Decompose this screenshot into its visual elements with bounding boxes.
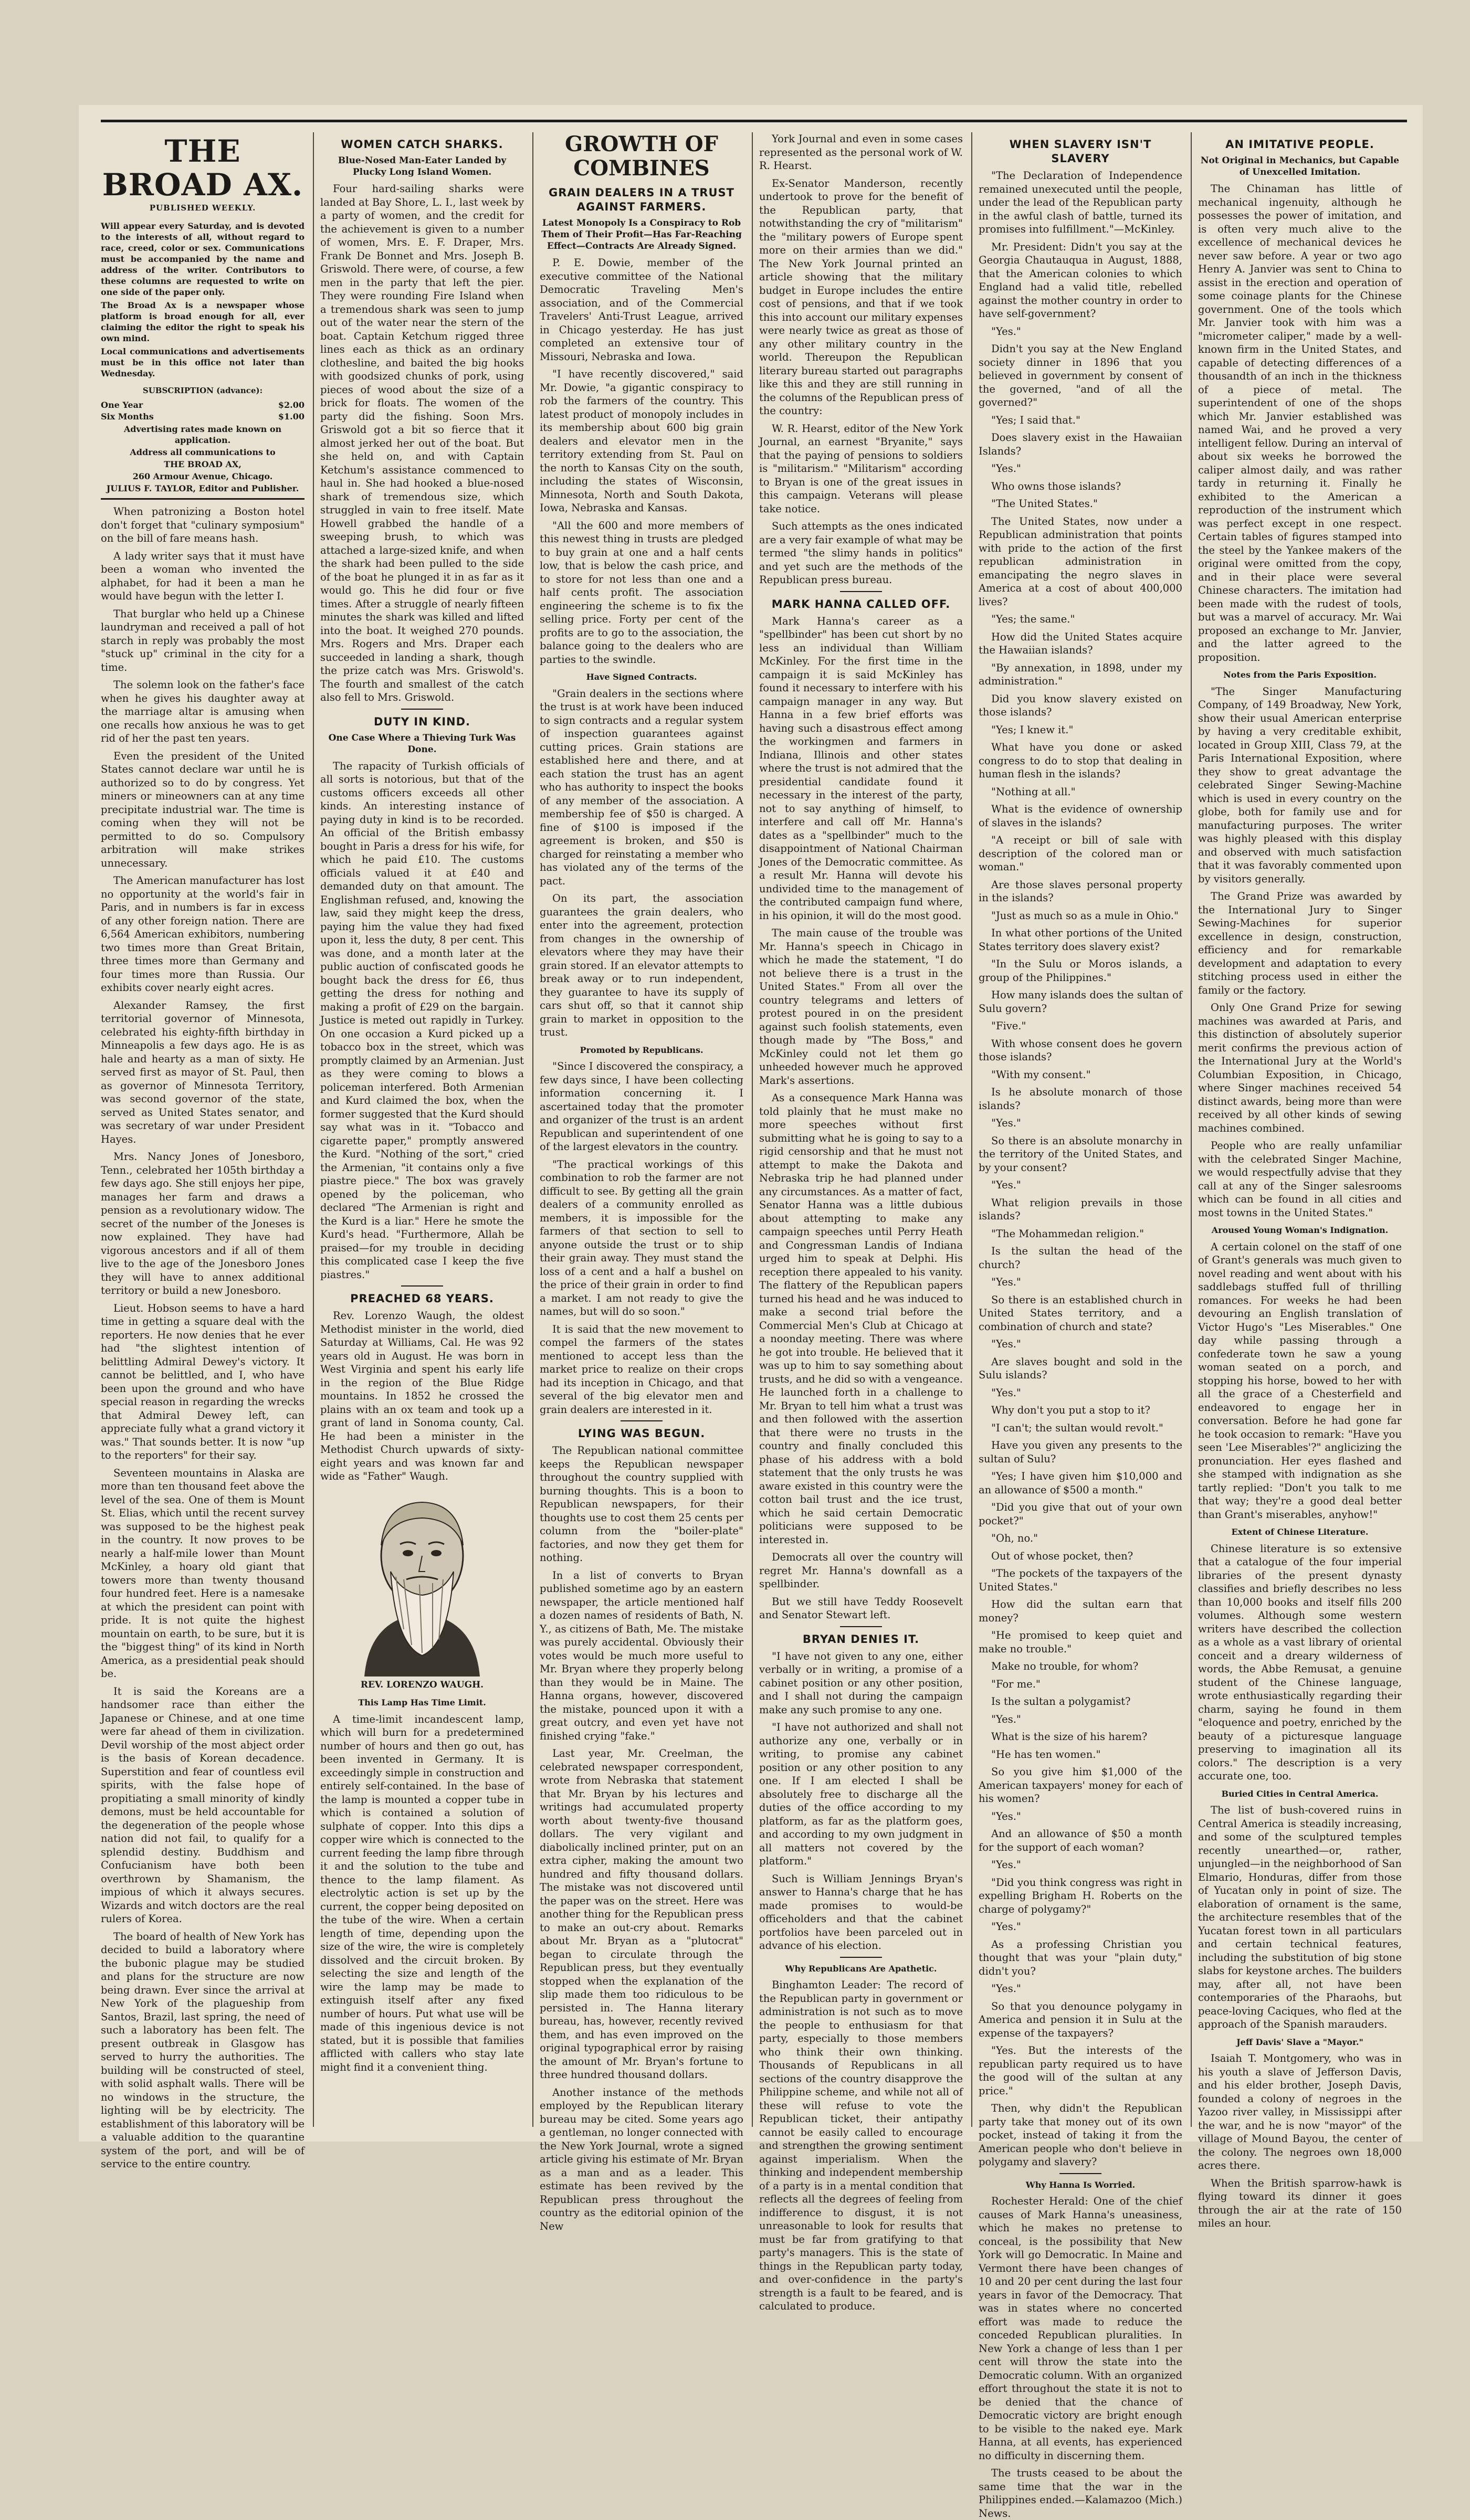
paragraph: How did the sultan earn that money?	[979, 1598, 1182, 1624]
paragraph: That burglar who held up a Chinese laundryman and received a pall of hot starch in reply was probably the most "stuck up" criminal in the city for a time.	[101, 607, 304, 673]
column-1	[101, 132, 304, 2170]
paragraph: "I have not authorized and shall not authorize any one, verbally or in writing, to promise any cabinet position or any other position to any one. If I am elected I shall be absolutely free to discharge all the duties of the office according to my platform, as far as the platform goes, and according to my own judgment in all matters not covered by the platform."	[759, 1721, 963, 1867]
paragraph: "I have recently discovered," said Mr. Dowie, "a gigantic conspiracy to rob the farmers of the country. This latest product of monopoly includes in its membership about 600 big grain dealers and elevator men in the territory extending from St. Paul on the north to Kansas City on the south, including the states of Wisconsin, Minnesota, North and South Dakota, Iowa, Nebraska and Kansas.	[540, 368, 743, 514]
paragraph: "He promised to keep quiet and make no trouble."	[979, 1629, 1182, 1655]
paragraph: As a consequence Mark Hanna was told plainly that he must make no more speeches without first submitting what he is going to say to a rigid censorship and that he must not attempt to make the Dakota and Nebraska trip he had planned under any circumstances. As a matter of fact, Senator Hanna was a little dubious about attempting to make any campaign speeches until Perry Heath and Congressman Landis of Indiana urged him to speak at Delphi. His reception there appealed to his vanity. The flattery of the Republican papers turned his head and he was induced to make a second trial before the Commercial Men's Club at Chicago at a noonday meeting. There was where he got into trouble. He believed that it was up to him to say something about trusts, and he did so with a vengeance. He launched forth in a challenge to Mr. Bryan to tell him what a trust was and then followed with the assertion that there were no trusts in the country and finally concluded this phase of his address with a bold statement that the only trusts he was aware existed in this country were the cotton bail trust and the ice trust, which he said certain Democratic politicians were supposed to be interested in.	[759, 1092, 963, 1546]
paragraph: P. E. Dowie, member of the executive committee of the National Democratic Traveling Men's association, and of the Commercial Travelers' Anti-Trust League, arrived in Chicago yesterday. He has just completed an extensive tour of Missouri, Nebraska and Iowa.	[540, 257, 743, 363]
paper-name: THE BROAD AX,	[164, 459, 242, 469]
paragraph: "The Declaration of Independence remained unexecuted until the people, under the lead of the Republican party in the awful clash of battle, turned its promises into fulfillment."—McKinley.	[979, 170, 1182, 235]
subheadline: Blue-Nosed Man-Eater Landed by Plucky Long Island Women.	[338, 155, 507, 177]
column-rule	[532, 132, 533, 2127]
article-body	[1198, 1240, 1402, 1522]
paragraph: With whose consent does he govern those islands?	[979, 1037, 1182, 1063]
masthead-title: THE BROAD AX.	[102, 133, 303, 203]
paragraph: "The United States."	[991, 498, 1098, 510]
paragraph: In what other portions of the United States territory does slavery exist?	[979, 927, 1182, 953]
paragraph: Is he absolute monarch of those islands?	[979, 1086, 1182, 1112]
paragraph: So there is an absolute monarchy in the territory of the United States, and by your consent?	[979, 1134, 1182, 1174]
paragraph: "I have not given to any one, either verbally or in writing, a promise of a cabinet position or any other position, and I shall not during the campaign make any such promise to any one.	[759, 1650, 963, 1716]
paragraph: On its part, the association guarantees the grain dealers, who enter into the agreement, protection from changes in the ownership of elevators where they may have their grain stored. If an elevator attempts to break away or to run independent, they guarantee to have its supply of cars shut off, so that it cannot ship grain to market in opposition to the trust.	[540, 892, 743, 1038]
paragraph: What religion prevails in those islands?	[979, 1196, 1182, 1222]
headline: Buried Cities in Central America.	[1221, 1788, 1379, 1799]
paragraph: Seventeen mountains in Alaska are more than ten thousand feet above the level of the sea. One of them is Mount St. Elias, which until the recent survey was supposed to be the highest peak in the country. It now proves to be nearly a half-mile lower than Mount McKinley, a hoary old giant that towers more than twenty thousand four hundred feet. Here is a namesake at which the president can point with pride. It is not quite the highest mountain on earth, to be sure, but it is the "biggest thing" of its kind in North America, as a presidential peak should be.	[101, 1467, 304, 1680]
paragraph: Ex-Senator Manderson, recently undertook to prove for the benefit of the Republican party, that notwithstanding the cry of "militarism" the "military powers of Europe spent more on their armies than we did." The New York Journal printed an article showing that the military budget in Europe includes the entire cost of pensions, and that if we took this into account our military expenses were nearly twice as great as those of any other military country in the world. Thereupon the Republican literary bureau started out paragraphs like this and they are still running in the columns of the Republican press of the country:	[759, 177, 963, 417]
headline: Notes from the Paris Exposition.	[1223, 670, 1377, 680]
article-rule	[621, 1420, 663, 1421]
column-rule	[971, 132, 972, 2127]
paragraph: "With my consent."	[991, 1068, 1091, 1081]
paragraph: Isaiah T. Montgomery, who was in his youth a slave of Jefferson Davis, and his elder brother, Joseph Davis, founded a colony of negroes in the Yazoo river valley, in Mississippi after the war, and he is now "mayor" of the village of Mound Bayou, the center of the colony. The negroes own 18,000 acres there.	[1198, 2052, 1402, 2171]
article-rule	[840, 1626, 882, 1627]
subscription-title: SUBSCRIPTION (advance):	[142, 385, 263, 395]
paragraph: The rapacity of Turkish officials of all sorts is notorious, but that of the customs officers exceeds all other kinds. An interesting instance of paying duty in kind is to be recorded. An official of the British embassy bought in Paris a dress for his wife, for which he paid £10. The customs officials valued it at £40 and demanded duty on that amount. The Englishman refused, and, knowing the law, said they might keep the dress, paying him the value they had fixed upon it, less the duty, 8 per cent. This was done, and a month later at the public auction of confiscated goods he bought back the dress for £6, thus getting the dress for nothing and making a profit of £29 on the bargain. Justice is meted out rapidly in Turkey. On one occasion a Kurd picked up a tobacco box in the street, which was promptly claimed by an Armenian. Just as they were coming to blows a policeman interfered. Both Armenian and Kurd claimed the box, when the former suggested that the Kurd should say what was in it. "Tobacco and cigarette paper," promptly answered the Kurd. "Nothing of the sort," cried the Armenian, "it contains only a five piastre piece." The box was gravely opened by the policeman, who declared "The Armenian is right and the Kurd is a liar." Here he smote the Kurd's head. "Furthermore, Allah be praised—for my trouble in deciding this complicated case I keep the five piastres."	[320, 760, 524, 1281]
paragraph: Last year, Mr. Creelman, the celebrated newspaper correspondent, wrote from Nebraska that statement that Mr. Bryan by his lectures and writings had accumulated property worth about twenty-five thousand dollars. The very vigilant and diabolically inclined printer, put on an extra cipher, making the amount two hundred and fifty thousand dollars. The mistake was not discovered until the paper was on the street. Here was another thing for the Republican press to make an out-cry about. Remarks about Mr. Bryan as a "plutocrat" began to circulate through the Republican press, but they eventually stopped when the explanation of the slip made them too ridiculous to be persisted in. The Hanna literary bureau, has, however, recently revived them, and has even improved on the original typographical error by raising the amount of Mr. Bryan's fortune to three hundred thousand dollars.	[540, 1747, 743, 2081]
paragraph: "Yes."	[991, 1983, 1021, 1995]
article-body	[320, 760, 524, 1282]
portrait-engraving-icon	[354, 1488, 490, 1677]
subscription-label: Six Months	[101, 412, 154, 421]
column-5	[979, 132, 1182, 2519]
article-rule	[401, 709, 443, 710]
advertising-note: Advertising rates made known on application.	[123, 424, 282, 445]
headline: DUTY IN KIND.	[373, 715, 471, 728]
paragraph: Chinese literature is so extensive that a catalogue of the four imperial libraries of the present dynasty classifies and briefly describes no less than 10,000 books and itself fills 200 volumes. Although some western writers have described the collection as a whole as a vast library of oriental conceit and a dreary wilderness of words, the Abbe Remusat, a genuine student of the Chinese language, wrote enthusiastically regarding their charm, saying he found in them "eloquence and poetry, enriched by the beauty of a picturesque language preserving to imagination all its colors." The description is a very accurate one, too.	[1198, 1542, 1402, 1782]
paragraph: Didn't you say at the New England society dinner in 1896 that you believed in government by consent of the governed, "and of all the governed?"	[979, 343, 1182, 408]
subheadline: Not Original in Mechanics, but Capable of Unexcelled Imitation.	[1200, 155, 1400, 177]
paragraph: The Grand Prize was awarded by the International Jury to Singer Sewing-Machines for superior excellence in design, construction, efficiency and for remarkable development and adaptation to every stitching process used in either the family or the factory.	[1198, 890, 1402, 996]
paragraph: "The pockets of the taxpayers of the United States."	[979, 1567, 1182, 1593]
paragraph: "Oh, no."	[991, 1532, 1038, 1544]
article-body	[320, 1713, 524, 2074]
headline: Extent of Chinese Literature.	[1231, 1527, 1369, 1537]
paragraph: A time-limit incandescent lamp, which will burn for a predetermined number of hours and then go out, has been invented in Germany. It is exceedingly simple in construction and entirely self-contained. In the base of the lamp is mounted a copper tube in which is contained a solution of sulphate of copper. Into this dips a copper wire which is connected to the current feeding the lamp fibre through it and the solution to the tube and thence to the lamp filament. As electrolytic action is set up by the current, the copper being deposited on the tube of the wire. When a certain length of time, depending upon the size of the wire, the wire is completely dissolved and the circuit broken. By selecting the size and length of the wire the lamp may be made to extinguish itself after any fixed number of hours. Put what use will be made of this ingenious device is not stated, but it is possible that families afflicted with callers who stay late might find it a convenient thing.	[320, 1713, 524, 2073]
paragraph: Mark Hanna's career as a "spellbinder" has been cut short by no less an individual than William McKinley. For the first time in the campaign it is said McKinley has found it necessary to interfere with his campaign manager in any way. But Hanna in a few brief efforts was having such a disastrous effect among the workingmen and farmers in Indiana, Illinois and other states where the trust is not admired that the presidential candidate found it necessary in the interest of the party, not to say anything of himself, to interfere and call off Mr. Hanna's dates as a "spellbinder" much to the disappointment of National Chairman Jones of the Democratic committee. As a result Mr. Hanna will devote his undivided time to the management of the contributed campaign fund where, in his opinion, it will do the most good.	[759, 615, 963, 922]
paragraph: "Yes."	[991, 325, 1021, 338]
paragraph: Make no trouble, for whom?	[991, 1660, 1139, 1672]
column-4	[759, 132, 963, 2312]
article-body	[1198, 1804, 1402, 2031]
paragraph: "Yes; I have given him $10,000 and an allowance of $500 a month."	[979, 1470, 1182, 1496]
paragraph: Democrats all over the country will regret Mr. Hanna's downfall as a spellbinder.	[759, 1551, 963, 1590]
paragraph: So you give him $1,000 of the American taxpayers' money for each of his women?	[979, 1766, 1182, 1805]
paragraph: "Yes; the same."	[991, 613, 1075, 625]
article-body	[540, 1444, 743, 2233]
article-body	[759, 132, 963, 587]
paragraph: Lieut. Hobson seems to have a hard time in getting a square deal with the reporters. He now denies that he ever had "the slightest intention of belittling Admiral Dewey's victory. It cannot be belittled, and I, who have been upon the ground and who have special reason in regarding the wrecks that Admiral Dewey left, can appreciate fully what a grand victory it was." That sounds better. It is now "up to the reporters" for their say.	[101, 1302, 304, 1461]
paragraph: Why don't you put a stop to it?	[991, 1404, 1150, 1416]
paragraph: It is said the Koreans are a handsomer race than either the Japanese or Chinese, and at one time were far ahead of them in civilization. Devil worship of the most abject order is the basis of Korean decadence. Superstition and fear of countless evil spirits, with the false hope of propitiating a small minority of kindly demons, must be held accountable for the degeneration of the people whose nation did not fail, to qualify for a splendid destiny. Buddhism and Confucianism have both been overthrown by Shamanism, the impious of which it always secures. Wizards and witch doctors are the real rulers of Korea.	[101, 1685, 304, 1925]
paragraph: Four hard-sailing sharks were landed at Bay Shore, L. I., last week by a party of women, and the credit for the achievement is given to a number of women, Mrs. E. F. Draper, Mrs. Frank De Bonnet and Mrs. Joseph B. Griswold. There were, of course, a few men in the party that left the pier. They were rounding Fire Island when a tremendous shark was seen to jump out of the water near the stern of the boat. Captain Ketchum rigged three lines each as thick as an ordinary clothesline, and baited the big hooks with goodsized chunks of pork, using pieces of wood about the size of a brick for floats. The women of the party did the fishing. Soon Mrs. Griswold got a bit so fierce that it almost jerked her out of the boat. But she held on, and with Captain Ketchum's assistance commenced to haul in. She had hooked a blue-nosed shark of tremendous size, which struggled in vain to free itself. Mate Howell grabbed the handle of a sweeping brush, to which was attached a large-sized knife, and when the shark had been pulled to the side of the boat he plunged it in as far as it would go. This he did four or five times. After a struggle of nearly fifteen minutes the shark was killed and lifted into the boat. It weighed 270 pounds. Mrs. Rogers and Mrs. Draper each succeeded in landing a shark, though the prize catch was Mrs. Griswold's. The fourth and smallest of the catch also fell to Mrs. Griswold.	[320, 183, 524, 703]
headline: This Lamp Has Time Limit.	[358, 1697, 486, 1707]
headline: WHEN SLAVERY ISN'T SLAVERY	[1009, 138, 1152, 165]
article-rule	[401, 1285, 443, 1287]
column-rule	[1191, 132, 1192, 2127]
paragraph: "Yes. But the interests of the republican party required us to have the good will of the sultan at any price."	[979, 2044, 1182, 2097]
paragraph: "Yes."	[991, 1859, 1021, 1871]
article-body	[540, 687, 743, 1039]
paragraph: W. R. Hearst, editor of the New York Journal, an earnest "Bryanite," says that the paying of pensions to soldiers is "militarism." "Militarism" according to Bryan is one of the great issues in this campaign. Veterans will please take notice.	[759, 422, 963, 515]
paragraph: What is the size of his harem?	[991, 1731, 1148, 1743]
paragraph: So that you denounce polygamy in America and pension it in Sulu at the expense of the taxpayers?	[979, 2000, 1182, 2039]
paragraph: York Journal and even in some cases represented as the personal work of W. R. Hearst.	[759, 133, 963, 172]
headline: Why Republicans Are Apathetic.	[785, 1963, 937, 1974]
paragraph: "Five."	[991, 1020, 1026, 1032]
portrait-caption: REV. LORENZO WAUGH.	[360, 1679, 484, 1690]
article-body	[540, 1060, 743, 1416]
headline: Have Signed Contracts.	[586, 672, 697, 682]
column-6	[1198, 132, 1402, 2229]
masthead-notice: The Broad Ax is a newspaper whose platform is broad enough for all, ever claiming the editor the right to speak his own mind.	[101, 300, 304, 343]
article-body	[1198, 182, 1402, 664]
paragraph: Such is William Jennings Bryan's answer to Hanna's charge that he has made promises to would-be officeholders and that the cabinet portfolios have been parceled out in advance of his election.	[759, 1872, 963, 1952]
subheadline: One Case Where a Thieving Turk Was Done.	[328, 732, 516, 755]
subscription-price: $1.00	[278, 412, 304, 421]
masthead-notice: Local communications and advertisements must be in this office not later than Wednesday.	[101, 346, 304, 378]
paragraph: People who are really unfamiliar with the celebrated Singer Machine, we would respectfully advise that they call at any of the Singer salesrooms which can be found in all cities and most towns in the United States."	[1198, 1140, 1402, 1219]
paragraph: The American manufacturer has lost no opportunity at the world's fair in Paris, and in numbers is far in excess of any other foreign nation. There are 6,564 American exhibitors, numbering two times more than Great Britain, three times more than Germany and four times more than Russia. Our exhibits cover nearly eight acres.	[101, 874, 304, 994]
paragraph: "Nothing at all."	[991, 785, 1076, 798]
paragraph: The solemn look on the father's face when he gives his daughter away at the marriage altar is amusing when one recalls how anxious he was to get rid of her the past ten years.	[101, 679, 304, 744]
paragraph: When the British sparrow-hawk is flying toward its dinner it goes through the air at the rate of 150 miles an hour.	[1198, 2177, 1402, 2229]
masthead-notice: Will appear every Saturday, and is devoted to the interests of all, without regard to race, creed, color or sex. Communications must be accompanied by the name and address of the writer. Contributors to these columns are requested to write on one side of the paper only.	[101, 220, 304, 297]
paragraph: "The Mohammedan religion."	[991, 1227, 1144, 1240]
paragraph: The main cause of the trouble was Mr. Hanna's speech in Chicago in which he made the statement, "I do not believe there is a trust in the United States." From all over the country telegrams and letters of protest poured in on the president against such foolish statements, even though made by "The Boss," and McKinley could not let them go unheeded however much he approved Mark's assertions.	[759, 927, 963, 1087]
paragraph: "Yes."	[991, 1338, 1021, 1350]
lead-headline: GROWTH OF COMBINES	[565, 132, 718, 181]
paragraph: The trusts ceased to be about the same time that the war in the Philippines ended.—Kalamazoo (Mich.) News.	[979, 2467, 1182, 2519]
paragraph: The United States, now under a Republican administration that points with pride to the action of the first republican administration in emancipating the negro slaves in America at a cost of about 400,000 lives?	[979, 515, 1182, 608]
masthead-rule	[101, 498, 304, 500]
paragraph: A lady writer says that it must have been a woman who invented the alphabet, for had it been a man he would have begun with the letter I.	[101, 550, 304, 602]
paragraph: How did the United States acquire the Hawaiian islands?	[979, 630, 1182, 656]
paragraph: Alexander Ramsey, the first territorial governor of Minnesota, celebrated his eighty-fifth birthday in Minneapolis a few days ago. He is as hale and hearty as a man of sixty. He served first as mayor of St. Paul, then as governor of Minnesota Territory, was second governor of the state, served as United States senator, and was secretary of war under President Hayes.	[101, 999, 304, 1145]
paragraph: "All the 600 and more members of this newest thing in trusts are pledged to buy grain at one and a half cents low, that is below the cash price, and to store for not less than one and a half cents profit. The association engineering the scheme is to fix the selling price. Forty per cent of the profits are to go to the association, the balance going to the dealers who are parties to the swindle.	[540, 519, 743, 666]
subscription-row	[101, 411, 304, 423]
paragraph: As a professing Christian you thought that was your "plain duty," didn't you?	[979, 1938, 1182, 1977]
headline: WOMEN CATCH SHARKS.	[341, 138, 503, 151]
paragraph: "I can't; the sultan would revolt."	[991, 1421, 1163, 1434]
article-body	[979, 2195, 1182, 2520]
paragraph: When patronizing a Boston hotel don't forget that "culinary symposium" on the bill of fare means hash.	[101, 505, 304, 544]
paragraph: Even the president of the United States cannot declare war until he is authorized so to do by congress. Yet miners or mineowners can at any time precipitate industrial war. The time is coming when they will not be permitted to do so. Compulsory arbitration will make strikes unnecessary.	[101, 750, 304, 869]
column-rule	[752, 132, 753, 2127]
article-body	[1198, 2052, 1402, 2230]
address-note: Address all communications to	[130, 447, 276, 457]
paragraph: And an allowance of $50 a month for the support of each woman?	[979, 1828, 1182, 1853]
paragraph: "Yes."	[991, 1117, 1021, 1129]
article-rule	[1059, 2173, 1101, 2174]
paragraph: Did you know slavery existed on those islands?	[979, 692, 1182, 718]
paragraph: What is the evidence of ownership of slaves in the islands?	[979, 803, 1182, 829]
paragraph: The Chinaman has little of mechanical ingenuity, although he possesses the power of imitation, and is often very much alive to the excellence of mechanical devices he never saw before. A year or two ago Henry A. Janvier was sent to China to assist in the erection and operation of some coinage plants for the Chinese government. One of the tools which Mr. Janvier took with him was a "micrometer caliper," made by a well-known firm in the United States, and capable of detecting differences of a thousandth of an inch in the thickness of a piece of metal. The superintendent of one of the shops which Mr. Janvier established was named Wai, and he proved a very intelligent fellow. During an interval of about six weeks he borrowed the caliper almost daily, and was rather tardy in returning it. Finally he exhibited to the American a reproduction of the instrument which was perfect except in one respect. Certain tables of figures stamped into the steel by the Yankee makers of the original were omitted from the copy, and in their place were several Chinese characters. The imitation had been made with the rudest of tools, but was a marvel of accuracy. Mr. Wai proposed an exchange to Mr. Janvier, and the latter agreed to the proposition.	[1198, 183, 1402, 663]
headline: Why Hanna Is Worried.	[1025, 2179, 1136, 2190]
article-body	[320, 1309, 524, 1483]
article-rule	[840, 591, 882, 592]
paragraph: "Yes."	[991, 1179, 1021, 1191]
paragraph: Have you given any presents to the sultan of Sulu?	[979, 1439, 1182, 1465]
paragraph: "The Singer Manufacturing Company, of 149 Broadway, New York, show their usual American enterprise by having a very creditable exhibit, located in Group XIII, Class 79, at the Paris International Exposition, where they show to great advantage the celebrated Singer Sewing-Machine which is used in every country on the globe, both for family use and for manufacturing purposes. The writer was highly pleased with this display and observed with much satisfaction that it was favorably commented upon by visitors generally.	[1198, 685, 1402, 885]
headline: BRYAN DENIES IT.	[802, 1632, 920, 1646]
article-body	[759, 1978, 963, 2313]
paragraph: "The practical workings of this combination to rob the farmer are not difficult to see. By getting all the grain dealers of a community enrolled as members, it is impossible for the farmers of that section to sell to anyone outside the trust or to ship their grain away. They must stand the loss of a cent and a half a bushel on the price of their grain in order to find a market. I am not ready to give the names, but will do so soon."	[540, 1158, 743, 1317]
masthead-published: PUBLISHED WEEKLY.	[149, 203, 256, 213]
paragraph: "Since I discovered the conspiracy, a few days since, I have been collecting information concerning it. I ascertained today that the promoter and organizer of the trust is an ardent Republican and superintendent of one of the largest elevators in the country.	[540, 1060, 743, 1153]
paragraph: "Yes."	[991, 1276, 1021, 1288]
paragraph: Binghamton Leader: The record of the Republican party in government or administration is not such as to move the people to enthusiasm for that party, especially to those members who think their own thinking. Thousands of Republicans in all sections of the country disapprove the Philippine scheme, and while not all of these will refuse to vote the Republican ticket, their antipathy cannot be easily called to encourage and strengthen the growing sentiment against imperialism. When the thinking and independent membership of a party is in a mental condition that reflects all the degrees of feeling from indifference to disgust, it is not unreasonable to look for results that must be far from gratifying to that party's managers. This is the state of things in the Republican party today, and over-confidence in the party's strength is a fault to be feared, and is calculated to produce.	[759, 1979, 963, 2312]
paragraph: Does slavery exist in the Hawaiian Islands?	[979, 431, 1182, 457]
top-rule	[101, 120, 1407, 122]
article-body	[1198, 685, 1402, 1220]
paragraph: How many islands does the sultan of Sulu govern?	[979, 989, 1182, 1015]
article-body	[979, 169, 1182, 2169]
paragraph: Who owns those islands?	[991, 480, 1121, 492]
paragraph: "Yes."	[991, 1386, 1021, 1399]
paragraph: Out of whose pocket, then?	[991, 1549, 1133, 1562]
subscription-price: $2.00	[278, 400, 304, 410]
headline: Jeff Davis' Slave a "Mayor."	[1236, 2037, 1363, 2047]
paragraph: "Yes."	[991, 1921, 1021, 1933]
paragraph: "Yes; I said that."	[991, 414, 1080, 426]
column-3	[540, 132, 743, 2232]
paragraph: "Yes."	[991, 1713, 1021, 1725]
article-rule	[840, 1957, 882, 1958]
paragraph: Are slaves bought and sold in the Sulu islands?	[979, 1355, 1182, 1381]
paragraph: Mrs. Nancy Jones of Jonesboro, Tenn., celebrated her 105th birthday a few days ago. She still enjoys her pipe, manages her farm and draws a pension as a revolutionary widow. The secret of the number of the Joneses is now explained. They have had vigorous ancestors and if all of them live to the age of the Jonesboro Jones they will have to annex additional territory or build a new Jonesboro.	[101, 1151, 304, 1296]
paragraph: Mr. President: Didn't you say at the Georgia Chautauqua in August, 1888, that the American colonies to which England had a valid title, rebelled against the mother country in order to have self-government?	[979, 240, 1182, 320]
paragraph: Such attempts as the ones indicated are a very fair example of what may be termed "the slimy hands in politics" and yet such are the methods of the Republican press bureau.	[759, 520, 963, 586]
subscription-label: One Year	[101, 400, 143, 410]
paragraph: "Did you give that out of your own pocket?"	[979, 1501, 1182, 1527]
paragraph: "Did you think congress was right in expelling Brigham H. Roberts on the charge of polygamy?"	[979, 1876, 1182, 1915]
headline: MARK HANNA CALLED OFF.	[771, 597, 951, 610]
paragraph: A certain colonel on the staff of one of Grant's generals was much given to novel reading and went about with his saddlebags stuffed full of thrilling romances. For weeks he had been devouring an English translation of Victor Hugo's "Les Miserables." One day while passing through a confederate town he saw a young woman seated on a porch, and stopping his horse, bowed to her with all the grace of a Chesterfield and endeavored to engage her in conversation. Before he had gone far he took occasion to remark: "Have you seen 'Lee Miserables'?" anglicizing the pronunciation. Her eyes flashed and she stamped with indignation as she tartly replied: "Don't you talk to me that way; they're a good deal better than Grant's miserables, anyhow!"	[1198, 1240, 1402, 1521]
columns	[101, 132, 1407, 2519]
paragraph: Rev. Lorenzo Waugh, the oldest Methodist minister in the world, died Saturday at Williams, Cal. He was 92 years old in August. He was born in West Virginia and spent his early life in the region of the Blue Ridge mountains. In 1852 he crossed the plains with an ox team and took up a grant of land in Sonoma county, Cal. He had been a minister in the Methodist Church upwards of sixty-eight years and was known far and wide as "Father" Waugh.	[320, 1310, 524, 1482]
paragraph: The list of bush-covered ruins in Central America is steadily increasing, and some of the sculptured temples recently unearthed—or, rather, unjungled—in the neighborhood of San Elmario, Honduras, differ from those of Yucatan only in point of size. The elaboration of ornament is the same, the architecture resembles that of the Yucatan forest town in all particulars and certain technical features, including the substitution of big stone slabs for keystone arches. The builders may, after all, not have been contemporaries of the Pharaohs, but peace-loving Caciques, who fled at the approach of the Spanish marauders.	[1198, 1804, 1402, 2030]
paragraph: "A receipt or bill of sale with description of the colored man or woman."	[979, 834, 1182, 873]
paragraph: Is the sultan the head of the church?	[979, 1245, 1182, 1271]
article-body	[1198, 1542, 1402, 1783]
headline: Promoted by Republicans.	[580, 1045, 704, 1055]
paragraph: Is the sultan a polygamist?	[991, 1695, 1131, 1707]
paragraph: So there is an established church in United States territory, and a combination of church and state?	[979, 1293, 1182, 1333]
paragraph: "For me."	[991, 1678, 1041, 1690]
headline: PREACHED 68 YEARS.	[350, 1292, 494, 1305]
paragraph: The board of health of New York has decided to build a laboratory where the bubonic plague may be studied and plans for the structure are now being drawn. Ever since the arrival at New York of the plagueship from Santos, Brazil, last spring, the need of such a laboratory has been felt. The present outbreak in Glasgow has served to hurry the authorities. The building will be constructed of steel, with solid asphalt walls. There will be no windows in the structure, the lighting will be by electricity. The establishment of this laboratory will be a valuable addition to the quarantine system of the port, and will be of service to the entire country.	[101, 1930, 304, 2170]
paragraph: "Yes."	[991, 462, 1021, 475]
paragraph: "Yes; I knew it."	[991, 723, 1074, 736]
editor-line: JULIUS F. TAYLOR, Editor and Publisher.	[106, 483, 299, 493]
paragraph: "In the Sulu or Moros islands, a group of the Philippines."	[979, 958, 1182, 984]
paragraph: It is said that the new movement to compel the farmers of the states mentioned to accept less than the market price to realize on their crops had its inception in Chicago, and that several of the big elevator men and grain dealers are interested in it.	[540, 1323, 743, 1416]
street-address: 260 Armour Avenue, Chicago.	[132, 471, 273, 481]
headline: AN IMITATIVE PEOPLE.	[1225, 138, 1374, 151]
paragraph: "Just as much so as a mule in Ohio."	[991, 909, 1179, 922]
paragraph: Are those slaves personal property in the islands?	[979, 878, 1182, 904]
column-1-body	[101, 505, 304, 2171]
deck: Latest Monopoly Is a Conspiracy to Rob Them of Their Profit—Has Far-Reaching Effect—Contracts Are Already Signed.	[541, 218, 742, 251]
paragraph: Rochester Herald: One of the chief causes of Mark Hanna's uneasiness, which he makes no pretense to conceal, is the possibility that New York will go Democratic. In Maine and Vermont there have been changes of 10 and 20 per cent during the last four years in favor of the Democracy. That was in states where no concerted effort was made to reduce the conceded Republican pluralities. In New York a change of less than 1 per cent will throw the state into the Democratic column. With an organized effort throughout the state it is not to be denied that the chance of Democratic victory are bright enough to be visible to the naked eye. Mark Hanna, at all events, has experienced no difficulty in discerning them.	[979, 2195, 1182, 2462]
paragraph: Only One Grand Prize for sewing machines was awarded at Paris, and this distinction of absolutely superior merit confirms the previous action of the International Jury at the World's Columbian Exposition, in Chicago, where Singer machines received 54 distinct awards, being more than were received by all other kinds of sewing machines combined.	[1198, 1001, 1402, 1134]
newspaper-page	[79, 105, 1423, 2519]
article-body	[320, 182, 524, 704]
paragraph: In a list of converts to Bryan published sometime ago by an eastern newspaper, the article mentioned half a dozen names of residents of Bath, N. Y., as citizens of Bath, Me. The mistake was purely accidental. Obviously their votes would be much more useful to Mr. Bryan where they properly belong than they would be in Maine. The Hanna organs, however, discovered the mistake, pounced upon it with a great outcry, and even yet have not finished crying "fake."	[540, 1569, 743, 1742]
article-body	[759, 1650, 963, 1953]
paragraph: But we still have Teddy Roosevelt and Senator Stewart left.	[759, 1595, 963, 1621]
subheadline: GRAIN DEALERS IN A TRUST AGAINST FARMERS.	[549, 186, 734, 213]
headline: LYING WAS BEGUN.	[578, 1427, 706, 1440]
column-2	[320, 132, 524, 2127]
paragraph: "Grain dealers in the sections where the trust is at work have been induced to sign contracts and a regular system of inspection guarantees against cutting prices. Grain stations are established here and there, and at each station the trust has an agent who has authority to inspect the books of any member of the association. A membership fee of $50 is charged. A fine of $100 is imposed if the agreement is broken, and $50 is charged for reinstating a member who has violated any of the terms of the pact.	[540, 687, 743, 887]
paragraph: Then, why didn't the Republican party take that money out of its own pocket, instead of taking it from the American people who don't believe in polygamy and slavery?	[979, 2102, 1182, 2168]
paragraph: "By annexation, in 1898, under my administration."	[979, 661, 1182, 687]
paragraph: The Republican national committee keeps the Republican newspaper throughout the country supplied with burning thoughts. This is a boon to Republican newspapers, for their thoughts use to cost them 25 cents per column from the "boiler-plate" factories, and now they get them for nothing.	[540, 1444, 743, 1564]
paragraph: Another instance of the methods employed by the Republican literary bureau may be cited. Some years ago a gentleman, no longer connected with the New York Journal, wrote a signed article giving his estimate of Mr. Bryan as a man and as a leader. This estimate has been revived by the Republican press throughout the country as the editorial opinion of the New	[540, 2086, 743, 2232]
paragraph: What have you done or asked congress to do to stop that dealing in human flesh in the islands?	[979, 741, 1182, 780]
column-rule	[313, 132, 314, 2127]
subscription-row	[101, 399, 304, 411]
paragraph: "Yes."	[991, 1810, 1021, 1822]
article-body	[759, 615, 963, 1622]
paragraph: "He has ten women."	[991, 1748, 1101, 1760]
article-body	[540, 256, 743, 666]
headline: Aroused Young Woman's Indignation.	[1211, 1225, 1389, 1235]
